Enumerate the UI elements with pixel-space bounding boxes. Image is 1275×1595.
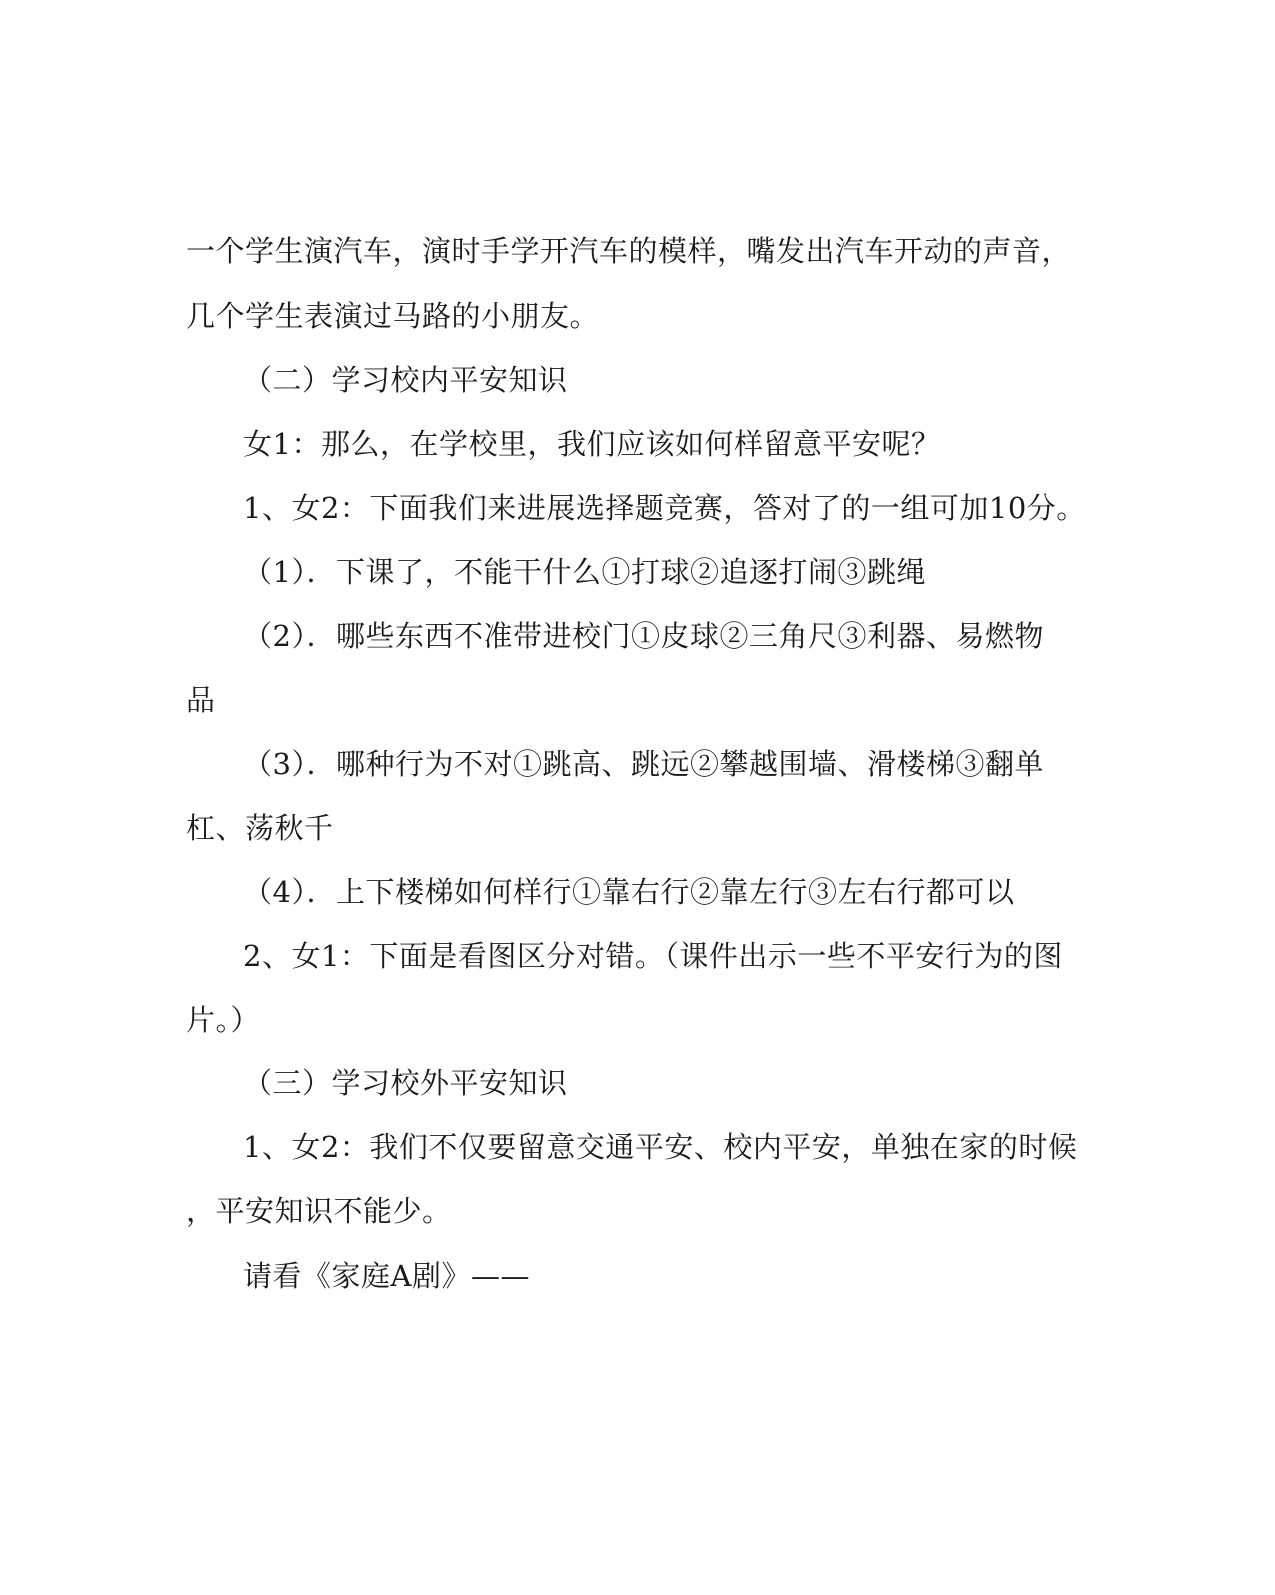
line-text: 1、女2：我们不仅要留意交通平安、校内平安，单独在家的时候 (243, 1130, 1078, 1164)
line-text: 杠、荡秋千 (186, 811, 334, 845)
line-text: 片。） (186, 1003, 261, 1037)
text-line (0, 1256, 1275, 1296)
line-text: （4）．上下楼梯如何样行①靠右行②靠左行③左右行都可以 (243, 875, 1015, 909)
line-text: 女1：那么，在学校里，我们应该如何样留意平安呢？ (243, 427, 941, 461)
text-line (0, 1127, 1275, 1167)
question-line (0, 552, 1275, 592)
line-text: （二）学习校内平安知识 (243, 363, 568, 397)
line-text: （3）．哪种行为不对①跳高、跳远②攀越围墙、滑楼梯③翻单 (243, 747, 1044, 781)
section-heading (0, 360, 1275, 400)
line-text: 1、女2：下面我们来进展选择题竞赛，答对了的一组可加10分。 (243, 491, 1086, 525)
text-line (0, 936, 1275, 976)
question-line (0, 872, 1275, 912)
line-text: 几个学生表演过马路的小朋友。 (186, 299, 600, 333)
text-line (0, 488, 1275, 528)
line-text: （1）．下课了，不能干什么①打球②追逐打闹③跳绳 (243, 555, 926, 589)
text-line (0, 1000, 1275, 1040)
section-heading (0, 1063, 1275, 1103)
line-text: ，平安知识不能少。 (186, 1194, 452, 1228)
text-line (0, 1191, 1275, 1231)
line-text: 2、女1：下面是看图区分对错。（课件出示一些不平安行为的图 (243, 939, 1063, 973)
line-text: （2）．哪些东西不准带进校门①皮球②三角尺③利器、易燃物 (243, 619, 1044, 653)
question-line (0, 616, 1275, 656)
text-line (0, 808, 1275, 848)
line-text: 一个学生演汽车，演时手学开汽车的模样，嘴发出汽车开动的声音， (186, 234, 1072, 268)
line-text: 品 (186, 683, 216, 717)
text-line (0, 424, 1275, 464)
line-text: （三）学习校外平安知识 (243, 1066, 568, 1100)
question-line (0, 744, 1275, 784)
text-line (0, 680, 1275, 720)
text-line (0, 296, 1275, 336)
text-line (0, 231, 1275, 271)
line-text: 请看《家庭A剧》—— (243, 1259, 530, 1293)
